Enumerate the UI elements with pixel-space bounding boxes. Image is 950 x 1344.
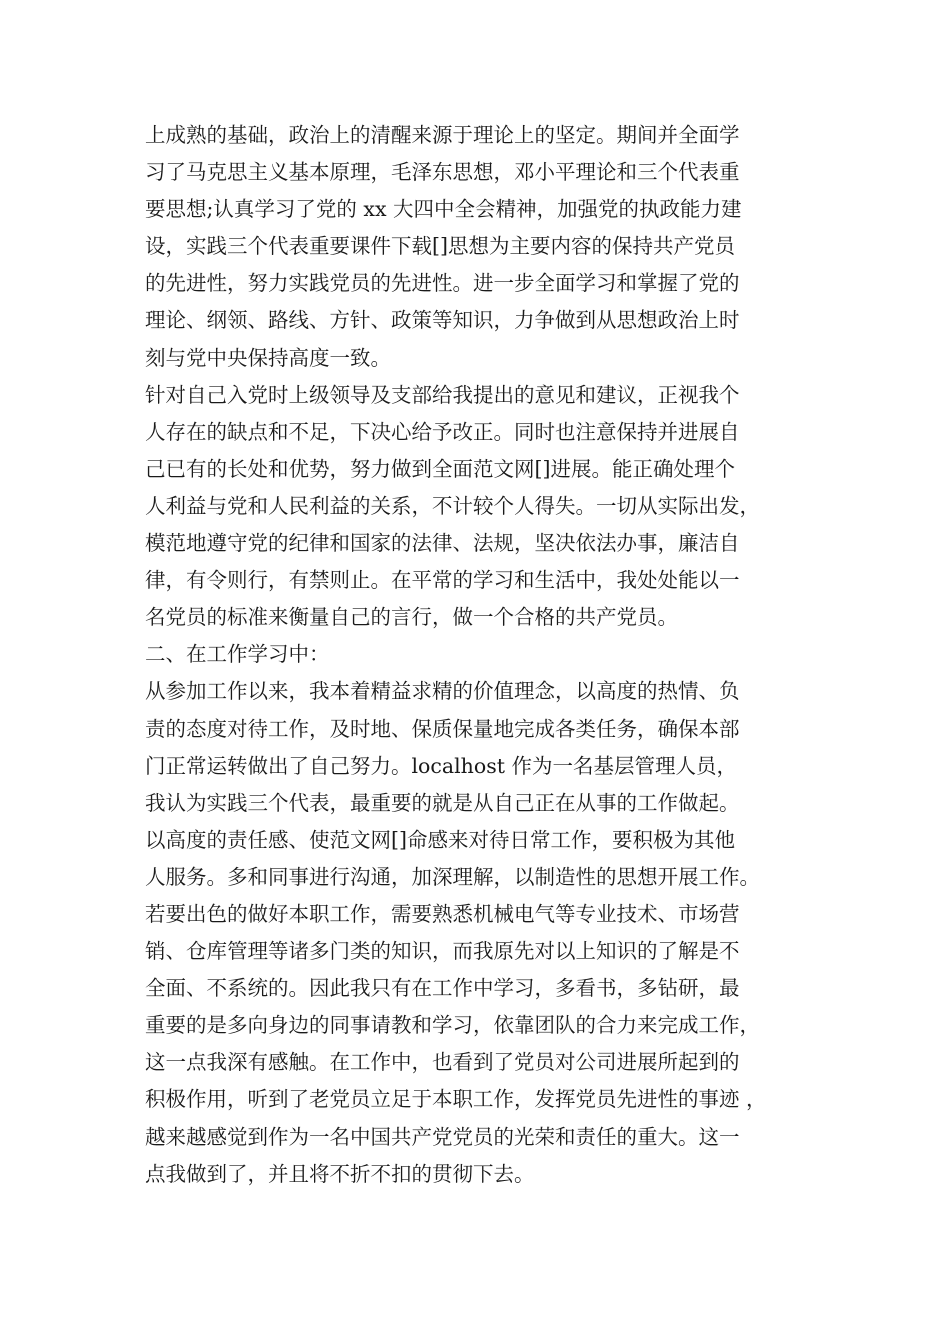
text-line: 点我做到了，并且将不折不扣的贯彻下去。: [145, 1161, 535, 1186]
text-line: 理论、纲领、路线、方针、政策等知识，力争做到从思想政治上时: [145, 308, 740, 333]
text-line: 人存在的缺点和不足，下决心给予改正。同时也注意保持并进展自: [145, 419, 740, 444]
text-line: 名党员的标准来衡量自己的言行，做一个合格的共产党员。: [145, 605, 678, 630]
text-line: 针对自己入党时上级领导及支部给我提出的意见和建议，正视我个: [145, 382, 740, 407]
text-line: 这一点我深有感触。在工作中，也看到了党员对公司进展所起到的: [145, 1050, 740, 1075]
text-line: 人服务。多和同事进行沟通，加深理解，以制造性的思想开展工作。: [145, 864, 760, 889]
text-line: 重要的是多向身边的同事请教和学习，依靠团队的合力来完成工作，: [145, 1013, 760, 1038]
text-line: 越来越感觉到作为一名中国共产党党员的光荣和责任的重大。这一: [145, 1124, 740, 1149]
text-line: 积极作用，听到了老党员立足于本职工作，发挥党员先进性的事迹 ，: [145, 1087, 767, 1112]
text-line: 习了马克思主义基本原理，毛泽东思想，邓小平理论和三个代表重: [145, 160, 740, 185]
text-line: 要思想;认真学习了党的 xx 大四中全会精神，加强党的执政能力建: [145, 197, 742, 222]
text-line: 从参加工作以来，我本着精益求精的价值理念，以高度的热情、负: [145, 679, 740, 704]
text-line: 设，实践三个代表重要课件下载[]思想为主要内容的保持共产党员: [145, 234, 735, 259]
text-line: 销、仓库管理等诸多门类的知识，而我原先对以上知识的了解是不: [145, 939, 740, 964]
text-line: 全面、不系统的。因此我只有在工作中学习，多看书，多钻研，最: [145, 976, 740, 1001]
text-line: 刻与党中央保持高度一致。: [145, 345, 391, 370]
text-line: 责的态度对待工作，及时地、保质保量地完成各类任务，确保本部: [145, 716, 740, 741]
text-line: 的先进性，努力实践党员的先进性。进一步全面学习和掌握了党的: [145, 271, 740, 296]
text-line: 门正常运转做出了自己努力。localhost 作为一名基层管理人员，: [145, 753, 737, 778]
text-line: 我认为实践三个代表，最重要的就是从自己正在从事的工作做起。: [145, 790, 740, 815]
text-line: 以高度的责任感、使范文网[]命感来对待日常工作，要积极为其他: [145, 827, 735, 852]
text-line: 若要出色的做好本职工作，需要熟悉机械电气等专业技术、市场营: [145, 901, 740, 926]
document-body: [145, 117, 835, 1193]
text-line: 律，有令则行，有禁则止。在平常的学习和生活中，我处处能以一: [145, 568, 740, 593]
section-heading: 二、在工作学习中：: [145, 642, 330, 667]
text-line: 上成熟的基础，政治上的清醒来源于理论上的坚定。期间并全面学: [145, 123, 740, 147]
text-line: 己已有的长处和优势，努力做到全面范文网[]进展。能正确处理个: [145, 456, 735, 481]
text-line: 人利益与党和人民利益的关系，不计较个人得失。一切从实际出发，: [145, 493, 760, 518]
text-line: 模范地遵守党的纪律和国家的法律、法规，坚决依法办事，廉洁自: [145, 531, 740, 556]
